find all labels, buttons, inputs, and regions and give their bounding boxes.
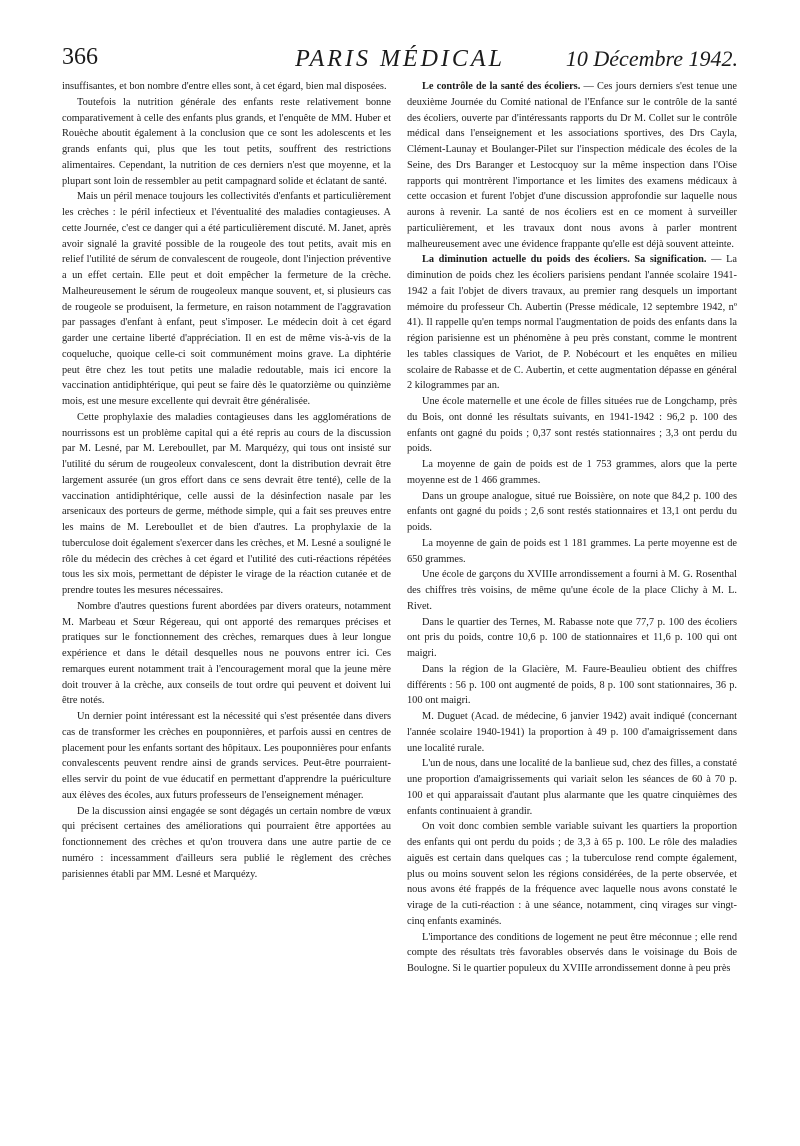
paragraph: M. Duguet (Acad. de médecine, 6 janvier 1942) avait indiqué (concernant l'année scolaire 1940-1941) la proportion à 49 p. 100 d'amaigrissement dans une localité rurale. (407, 711, 737, 754)
paragraph: Dans la région de la Glacière, M. Faure-Beaulieu obtient des chiffres différents : 56 p. 100 ont augmenté de poids, 8 p. 100 sont stationnaires, 36 p. 100 ont maigri. (407, 663, 737, 707)
section-paragraph (407, 79, 737, 252)
running-header (62, 44, 738, 76)
paragraph: Dans un groupe analogue, situé rue Boissière, on note que 84,2 p. 100 des enfants ont gagné du poids ; 2,6 sont restés stationnaires et 13,1 ont perdu du poids. (407, 490, 737, 533)
paragraph: Une école maternelle et une école de filles situées rue de Longchamp, près du Bois, ont donné les résultats suivants, en 1941-1942 : 96,2 p. 100 des enfants ont gagné du poids ; 0,37 sont restés stationnaires ; 3,3 ont perdu du poids. (407, 396, 737, 455)
paragraph: Dans le quartier des Ternes, M. Rabasse note que 77,7 p. 100 des écoliers ont pris du poids, contre 10,6 p. 100 de stationnaires et 11,6 p. 100 qui ont maigri. (407, 616, 737, 659)
paragraph: Un dernier point intéressant est la nécessité qui s'est présentée dans divers cas de transformer les crèches en pouponnières, et parfois aussi en centres de placement pour les enfants sortant des hôpitaux. Les pouponnières pour enfants convalescents peuvent rendre ainsi de grands services. Peut-être pourraient-elles servir du point de vue éducatif en permettant d'apprendre la puériculture aux élèves des écoles, aux futurs professeurs de l'enseignement ménager. (62, 711, 391, 801)
paragraph-text: — La diminution de poids chez les écoliers parisiens pendant l'année scolaire 1941-1942 a fait l'objet de divers travaux, au premier rang desquels un important mémoire du professeur Ch. Aubertin (Presse médicale, 12 septembre 1942, nº 41). Il rappelle qu'en temps normal l'augmentation de poids des enfants dans la région parisienne est un phénomène à peu près constant, comme le montrent les tables classiques de Variot, de P. Nobécourt et les enquêtes en milieu scolaire de Rabasse et de C. Aubertin, et cette augmentation dépasse en général 2 kilogrammes par an. (407, 254, 737, 392)
paragraph: Une école de garçons du XVIIIe arrondissement a fourni à M. G. Rosenthal des chiffres très voisins, de même qu'une école de la place Clichy à M. L. Rivet. (407, 569, 737, 612)
paragraph: L'un de nous, dans une localité de la banlieue sud, chez des filles, a constaté une proportion d'amaigrissements qui variait selon les séances de 60 à 70 p. 100 et qui apparaissait d'autant plus alarmante que les quatre cinquièmes des enfants continuaient à grandir. (407, 758, 737, 817)
paragraph: Toutefois la nutrition générale des enfants reste relativement bonne comparativement à celle des enfants plus grands, et l'enquête de MM. Huber et Rouèche aboutit également à la conclusion que ce sont les adolescents et les grands enfants qui, plus que les tout petits, souffrent des restrictions alimentaires. Cependant, la nutrition de ces derniers n'est que moyenne, et la plupart sont loin de ressembler au petit campagnard solide et éclatant de santé. (62, 96, 391, 187)
paragraph: L'importance des conditions de logement ne peut être méconnue ; elle rend compte des résultats très favorables observés dans le voisinage du Bois de Boulogne. Si le quartier populeux du XVIIIe arrondissement donne à peu près (407, 931, 737, 974)
journal-title: PARIS MÉDICAL (295, 46, 505, 72)
paragraph: Mais un péril menace toujours les collectivités d'enfants et particulièrement les crèches : le péril infectieux et l'éventualité des maladies contagieuses. A cette Journée, c'est ce danger qui a été particulièrement discuté. M. Janet, après avoir signalé la gravité possible de la rougeole des tout petits, avait mis en relief l'utilité de sérum de convalescent de rougeole, dont l'injection préventive a un effet certain. Elle peut et doit empêcher la fermeture de la crèche. Malheureusement le sérum de rougeoleux manque souvent, et, si plusieurs cas de rougeole se produisent, la fermeture, en raison notamment de l'aggravation par passages d'enfant à enfant, peut s'imposer. Le médecin doit à cet égard garder une certaine liberté d'appréciation. Il en est de même vis-à-vis de la coqueluche, quoique celle-ci soit communément moins grave. La diphtérie peut être chez les tout petits une maladie redoutable, mais ici encore la vaccination antidiphtérique, qui peut se faire dès le quatorzième ou quinzième mois, est une mesure excellente qui devrait être généralisée. (62, 191, 391, 407)
paragraph: La moyenne de gain de poids est de 1 753 grammes, alors que la perte moyenne est de 1 466 grammes. (407, 459, 737, 486)
section-paragraph (407, 252, 737, 394)
paragraph: De la discussion ainsi engagée se sont dégagés un certain nombre de vœux qui précisent certaines des améliorations qui pourraient être apportées au fonctionnement des crèches et qu'on trouvera dans une autre partie de ce numéro : incessamment d'ailleurs sera publié le règlement des crèches parisiennes établi par MM. Lesné et Marquézy. (62, 805, 391, 880)
section-heading: La diminution actuelle du poids des écoliers. Sa signification. (422, 254, 707, 266)
page-number: 366 (62, 44, 98, 70)
paragraph-text: — Ces jours derniers s'est tenue une deuxième Journée du Comité national de l'Enfance sur le contrôle de la santé des écoliers, ouverte par d'intéressants rapports du Dr M. Collet sur le contrôle médical dans l'enseignement et les associations sportives, des Drs Cayla, Clément-Launay et Boulanger-Pilet sur l'inspection médicale des écoles de la Seine, des Drs Baranger et Lestocquoy sur la même inspection dans l'Oise rapports qui montrèrent l'importance et les limites des examens médicaux à cette occasion et furent l'objet d'une discussion approfondie sur laquelle nous aurons à revenir. La santé de nos écoliers est en ce moment à surveiller particulièrement, et les travaux dont nous avons à parler montrent malheureusement avec une évidence frappante qu'elle est déjà souvent atteinte. (407, 81, 737, 250)
paragraph: Cette prophylaxie des maladies contagieuses dans les agglomérations de nourrissons est un problème capital qui a été repris au cours de la discussion par M. Lesné, par M. Lereboullet, par M. Marquézy, qui tous ont insisté sur l'utilité du sérum de rougeoleux convalescent, dont la distribution devrait être largement assurée (un gros effort dans ce sens devrait être tenté), celle de la vaccination antidiphtérique, celle aussi de la désinfection nasale par les arsenicaux des porteurs de germe, méthode simple, qui a fait ses preuves entre les mains de M. Lereboullet et de bien d'autres. La prophylaxie de la tuberculose doit également s'exercer dans les crèches, et M. Lesné a souligné le rôle du médecin des crèches à cet égard et l'utilité des cuti-réactions répétées tous les six mois, permettant de dépister le virage de la réaction cutanée et de prendre toutes les mesures nécessaires. (62, 411, 391, 596)
issue-date: 10 Décembre 1942. (565, 46, 738, 71)
paragraph: La moyenne de gain de poids est 1 181 grammes. La perte moyenne est de 650 grammes. (407, 537, 737, 565)
paragraph: insuffisantes, et bon nombre d'entre elles sont, à cet égard, bien mal disposées. (62, 81, 387, 92)
section-heading: Le contrôle de la santé des écoliers. (422, 81, 581, 92)
left-column (62, 79, 391, 882)
paragraph: Nombre d'autres questions furent abordées par divers orateurs, notamment M. Marbeau et Sœur Régereau, qui ont apporté des remarques précises et pratiques sur le fonctionnement des crèches, remarques dues à leur longue expérience et dans le détail desquelles nous ne pouvons entrer ici. Ces remarques eurent notamment trait à l'encouragement moral que la jeune mère doit trouver à la crèche, aux conseils de tout ordre qui peuvent et doivent lui être notés. (62, 600, 391, 707)
paragraph: On voit donc combien semble variable suivant les quartiers la proportion des enfants qui ont perdu du poids ; de 3,3 à 65 p. 100. Le rôle des maladies aiguës est certain dans quelques cas ; la tuberculose rend compte également, plus ou moins souvent selon les régions considérées, de la perte observée, et nous avons été frappés de la fréquence avec laquelle nous avons constaté le virage de la cuti-réaction : à une séance, notamment, cinq virages sur vingt-cinq enfants examinés. (407, 821, 737, 927)
right-column (407, 79, 737, 977)
